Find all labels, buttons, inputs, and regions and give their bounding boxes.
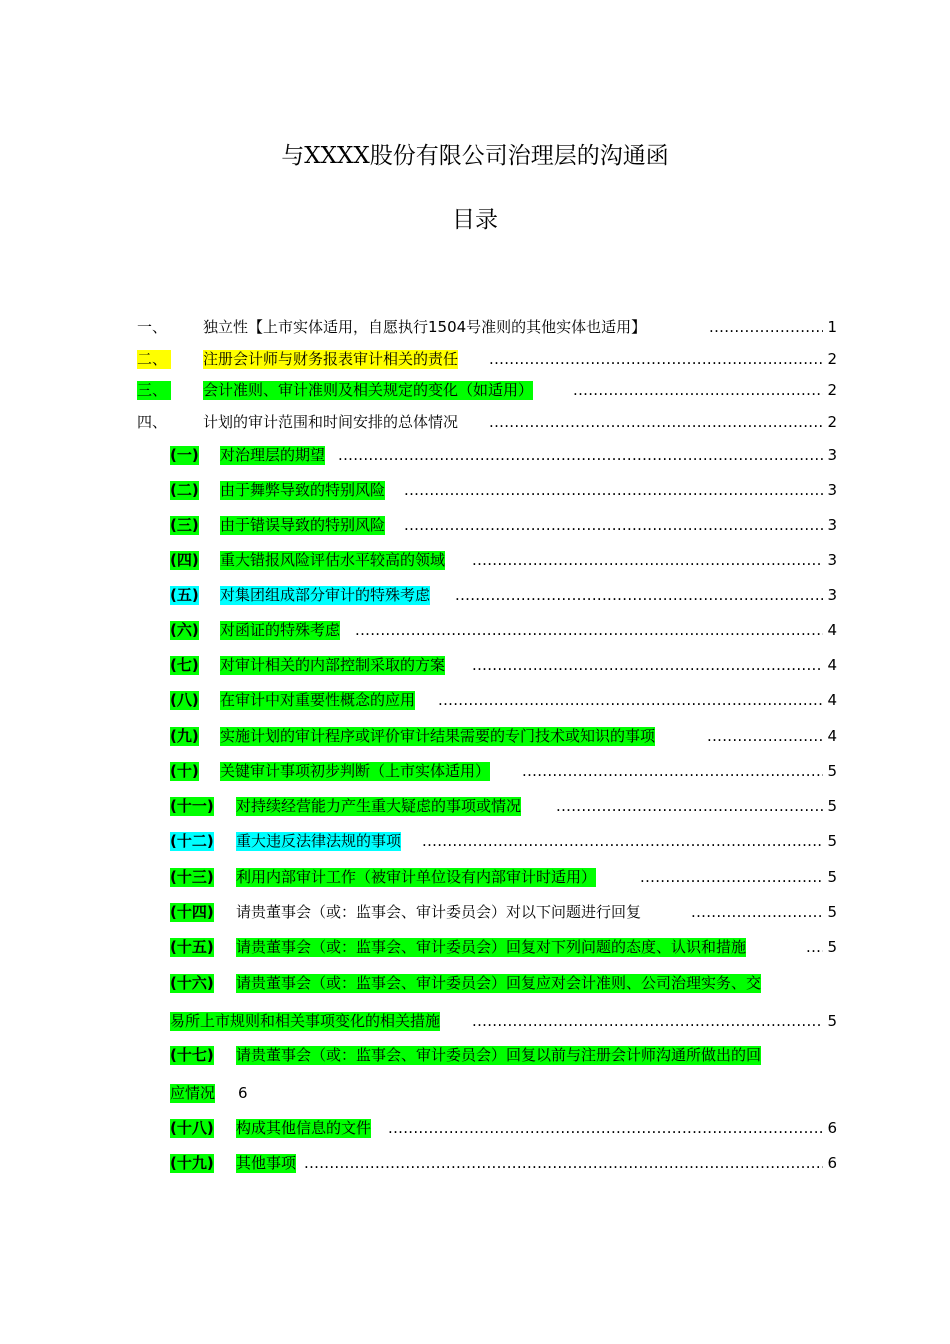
toc-entry-number: (十四) (170, 903, 214, 921)
toc-entry-title: 重大错报风险评估水平较高的领域 (220, 551, 446, 569)
toc-entry-number: 四、 (137, 413, 168, 431)
toc-entry-number: (七) (170, 656, 199, 674)
toc-entry-number: 三、 (137, 381, 171, 400)
toc-entry-number: 一、 (137, 318, 168, 336)
toc-entry-title: 请贵董事会（或：监事会、审计委员会）回复应对会计准则、公司治理实务、交 (236, 974, 762, 992)
toc-entry-page: 5 (827, 868, 837, 886)
toc-leader (404, 516, 823, 535)
toc-entry-page: 3 (827, 481, 837, 499)
toc-entry-page: 1 (827, 318, 837, 336)
toc-entry-number: (九) (170, 727, 199, 745)
toc-leader (573, 381, 823, 400)
toc-entry-page: 4 (827, 621, 837, 639)
toc-entry-title: 其他事项 (236, 1154, 297, 1172)
toc-leader (489, 413, 823, 432)
toc-leader (691, 903, 823, 922)
toc-entry-number: (十一) (170, 797, 214, 815)
toc-entry-page: 5 (827, 903, 837, 921)
toc-entry-page: 3 (827, 586, 837, 604)
toc-entry-title: 利用内部审计工作（被审计单位设有内部审计时适用） (236, 868, 597, 886)
toc-entry-title: 实施计划的审计程序或评价审计结果需要的专门技术或知识的事项 (220, 727, 656, 745)
toc-entry-page: 4 (827, 691, 837, 709)
toc-entry-number: (十九) (170, 1154, 214, 1172)
toc-leader (707, 727, 823, 746)
toc-entry-number: 二、 (137, 350, 171, 369)
toc-entry-number: (五) (170, 586, 199, 604)
toc-entry-number: (三) (170, 516, 199, 534)
toc-leader (304, 1154, 823, 1173)
toc-entry-page: 5 (827, 938, 837, 956)
toc-leader (556, 797, 823, 816)
toc-entry-page: 4 (827, 727, 837, 745)
toc-leader (455, 586, 823, 605)
toc-entry-title: 请贵董事会（或：监事会、审计委员会）对以下问题进行回复 (236, 903, 642, 921)
toc-leader (472, 551, 823, 570)
toc-entry-title: 请贵董事会（或：监事会、审计委员会）回复以前与注册会计师沟通所做出的回 (236, 1046, 762, 1064)
toc-entry-number: (一) (170, 446, 199, 464)
toc-entry-title: 构成其他信息的文件 (236, 1119, 372, 1137)
toc-entry-page: 6 (827, 1119, 837, 1137)
toc-entry-number: (十) (170, 762, 199, 780)
toc-entry-title: 请贵董事会（或：监事会、审计委员会）回复对下列问题的态度、认识和措施 (236, 938, 747, 956)
toc-entry-title: 在审计中对重要性概念的应用 (220, 691, 416, 709)
toc-entry-title-continued: 易所上市规则和相关事项变化的相关措施 (170, 1012, 441, 1030)
toc-entry-title: 会计准则、审计准则及相关规定的变化（如适用） (203, 381, 534, 399)
toc-entry-title: 对集团组成部分审计的特殊考虑 (220, 586, 431, 604)
toc-entry-page: 5 (827, 832, 837, 850)
toc-entry-number: (十五) (170, 938, 214, 956)
toc-entry-page: 2 (827, 381, 837, 399)
toc-entry-number: (十七) (170, 1046, 214, 1064)
toc-entry-page: 5 (827, 762, 837, 780)
toc-entry-number: (二) (170, 481, 199, 499)
toc-entry-title: 重大违反法律法规的事项 (236, 832, 402, 850)
toc-entry-number: (六) (170, 621, 199, 639)
toc-leader (472, 1012, 823, 1031)
toc-leader (338, 446, 823, 465)
toc-entry-title: 由于舞弊导致的特别风险 (220, 481, 386, 499)
toc-heading: 目录 (452, 207, 498, 233)
toc-entry-title: 对函证的特殊考虑 (220, 621, 341, 639)
toc-entry-page: 5 (827, 797, 837, 815)
toc-entry-title: 注册会计师与财务报表审计相关的责任 (203, 350, 459, 368)
toc-entry-number: (十六) (170, 974, 214, 992)
toc-entry-number: (四) (170, 551, 199, 569)
toc-leader (806, 938, 823, 957)
toc-entry-page: 3 (827, 551, 837, 569)
toc-entry-title: 对持续经营能力产生重大疑虑的事项或情况 (236, 797, 522, 815)
toc-entry-number: (十三) (170, 868, 214, 886)
toc-entry-title: 由于错误导致的特别风险 (220, 516, 386, 534)
toc-entry-title: 独立性【上市实体适用，自愿执行1504号准则的其他实体也适用】 (203, 318, 647, 336)
toc-leader (388, 1119, 823, 1138)
toc-leader (438, 691, 823, 710)
toc-leader (522, 762, 823, 781)
toc-entry-page: 5 (827, 1012, 837, 1030)
toc-leader (640, 868, 823, 887)
toc-entry-number: (十二) (170, 832, 214, 850)
toc-leader (422, 832, 823, 851)
toc-entry-page: 2 (827, 350, 837, 368)
document-title: 与XXXX股份有限公司治理层的沟通函 (281, 143, 669, 169)
toc-entry-page: 2 (827, 413, 837, 431)
toc-leader (709, 318, 823, 337)
toc-entry-page: 6 (238, 1084, 248, 1102)
toc-entry-number: (八) (170, 691, 199, 709)
toc-entry-title-continued: 应情况 (170, 1084, 216, 1102)
toc-entry-page: 6 (827, 1154, 837, 1172)
toc-leader (489, 350, 823, 369)
toc-entry-page: 3 (827, 446, 837, 464)
toc-entry-title: 计划的审计范围和时间安排的总体情况 (203, 413, 459, 431)
toc-leader (355, 621, 823, 640)
toc-entry-page: 3 (827, 516, 837, 534)
toc-entry-title: 关键审计事项初步判断（上市实体适用） (220, 762, 491, 780)
toc-entry-number: (十八) (170, 1119, 214, 1137)
toc-leader (404, 481, 823, 500)
toc-entry-title: 对治理层的期望 (220, 446, 326, 464)
toc-entry-title: 对审计相关的内部控制采取的方案 (220, 656, 446, 674)
toc-leader (472, 656, 823, 675)
toc-entry-page: 4 (827, 656, 837, 674)
